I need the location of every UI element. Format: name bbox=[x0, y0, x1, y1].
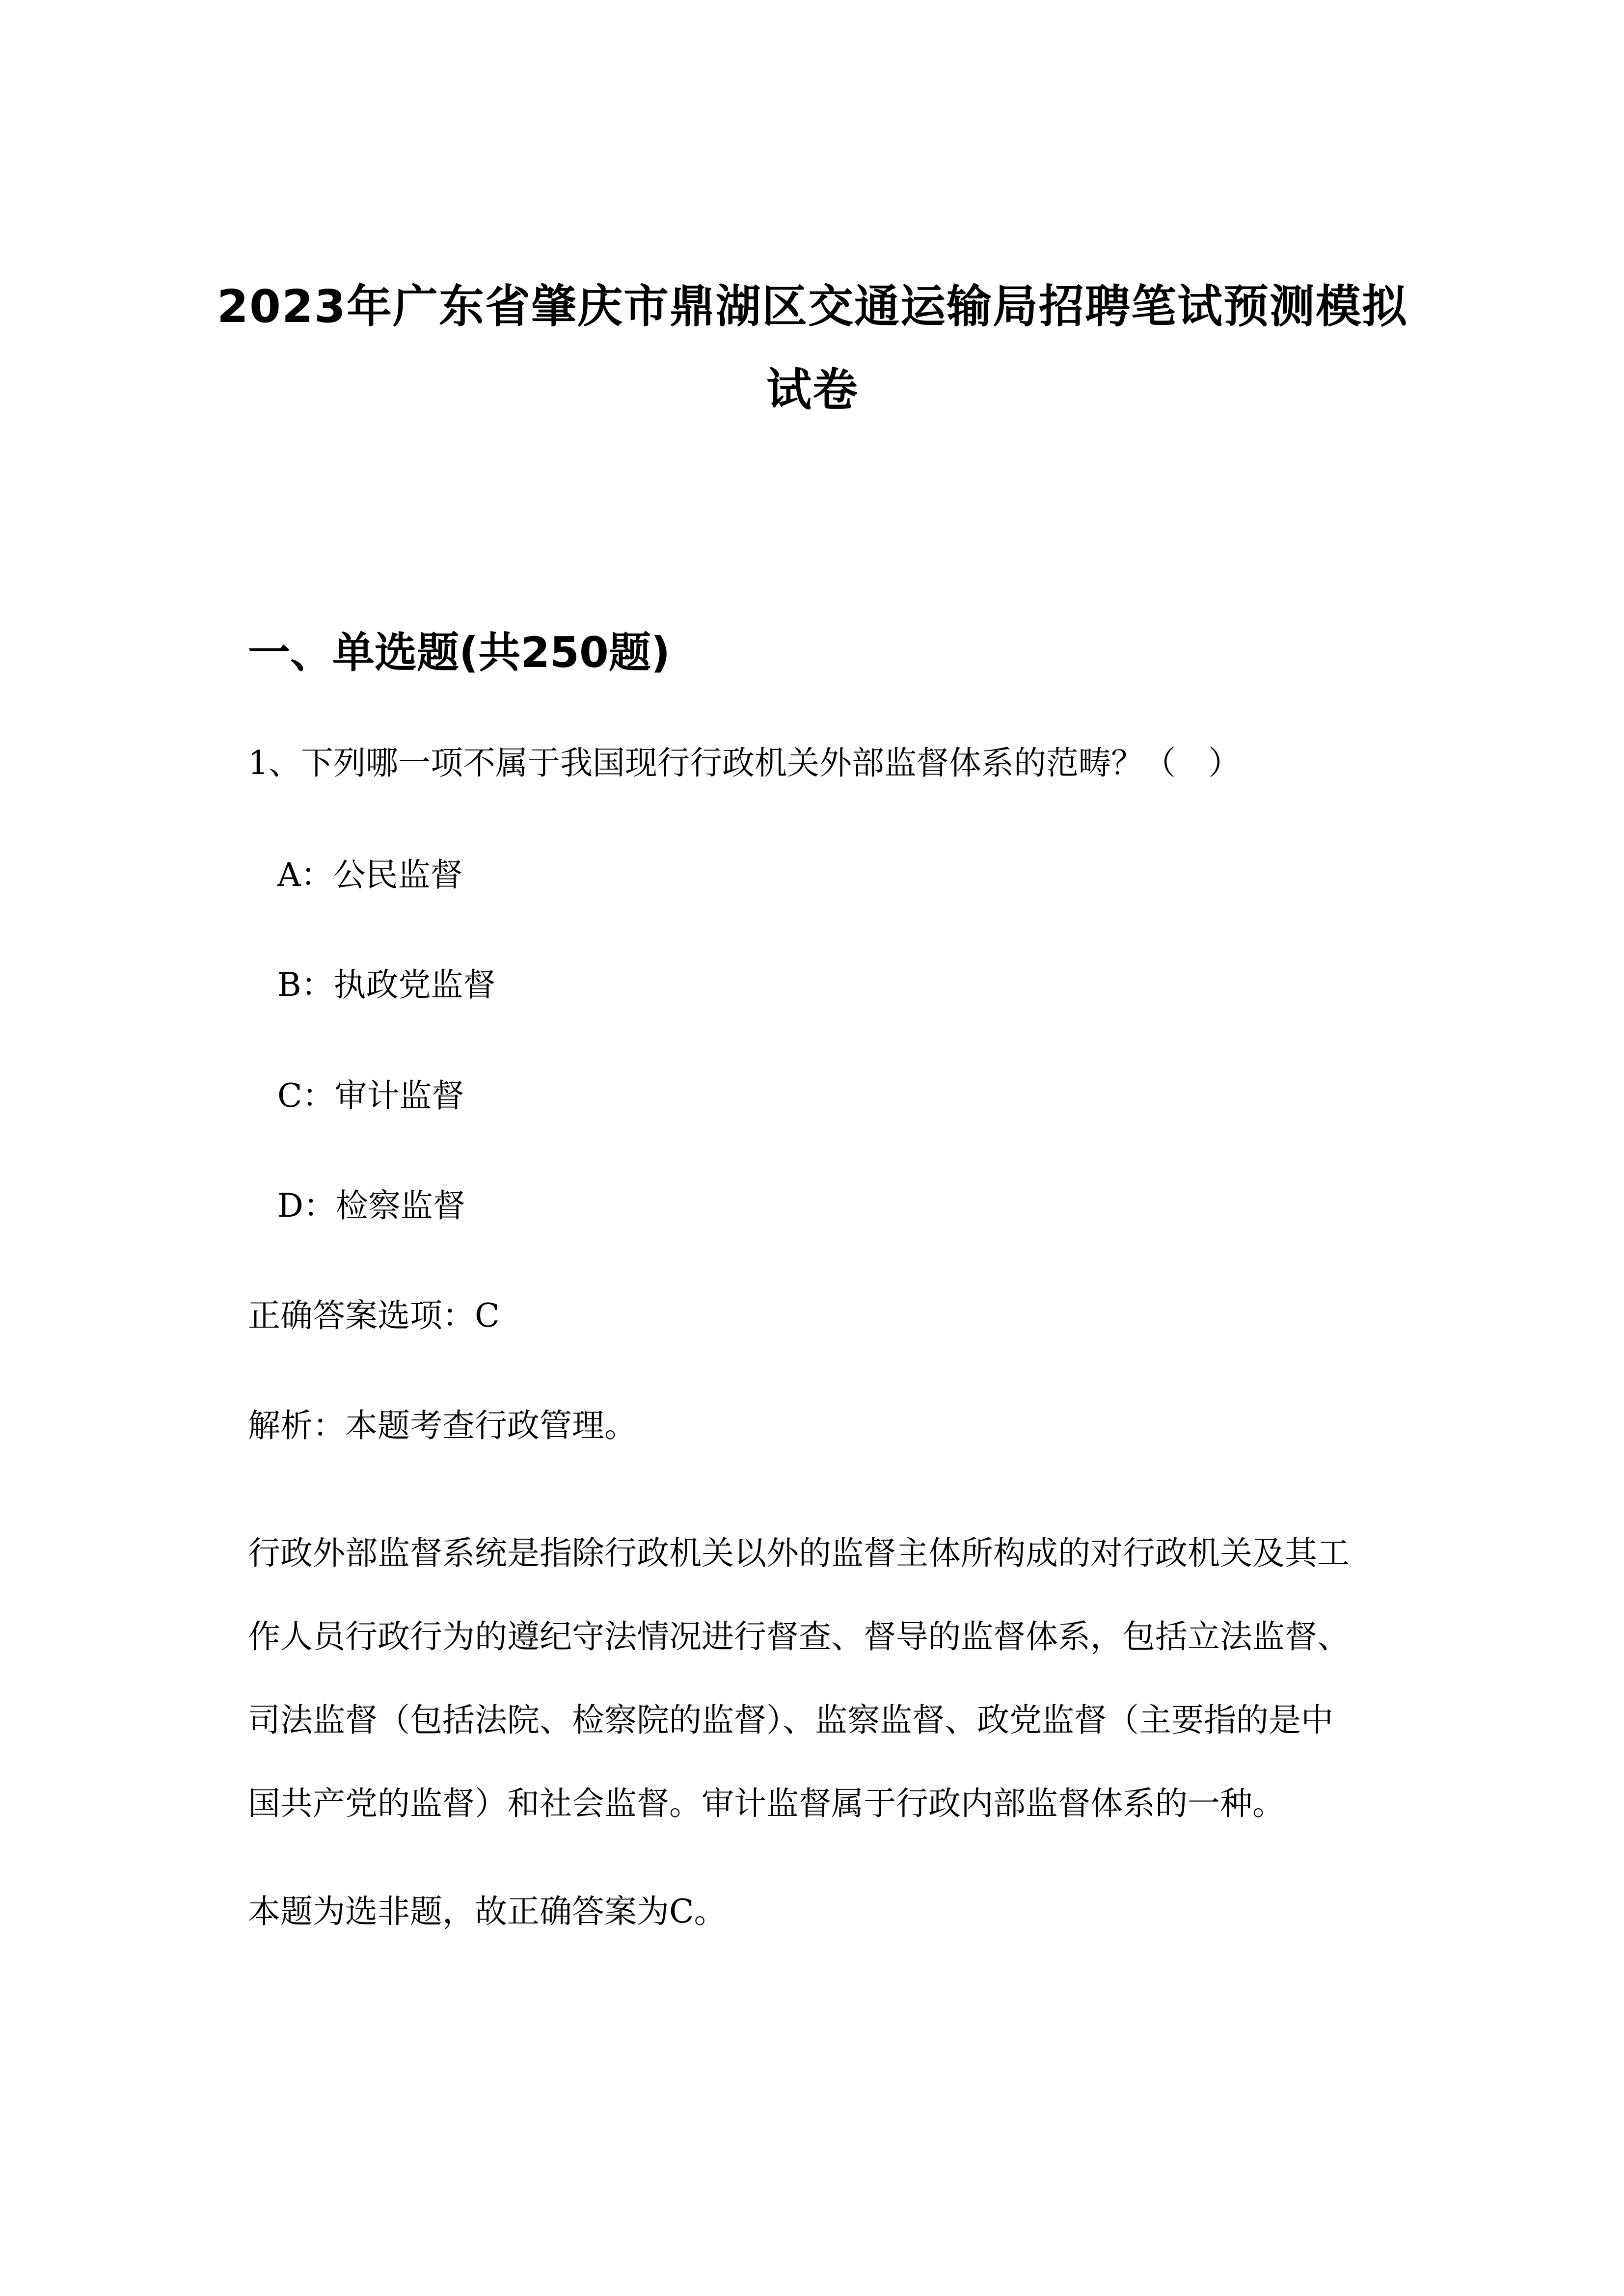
option-b: B：执政党监督 bbox=[277, 966, 496, 1004]
section-heading: 一、单选题(共250题) bbox=[248, 628, 671, 677]
title-line-1: 2023年广东省肇庆市鼎湖区交通运输局招聘笔试预测模拟 bbox=[217, 280, 1408, 333]
analysis-line: 行政外部监督系统是指除行政机关以外的监督主体所构成的对行政机关及其工 bbox=[248, 1534, 1350, 1572]
analysis-line: 国共产党的监督）和社会监督。审计监督属于行政内部监督体系的一种。 bbox=[248, 1785, 1285, 1822]
correct-answer: 正确答案选项：C bbox=[248, 1297, 500, 1335]
analysis-heading: 解析：本题考查行政管理。 bbox=[248, 1407, 637, 1444]
title-line-2: 试卷 bbox=[766, 364, 859, 416]
analysis-line: 作人员行政行为的遵纪守法情况进行督查、督导的监督体系，包括立法监督、 bbox=[248, 1618, 1350, 1655]
analysis-paragraph bbox=[248, 1512, 1377, 1845]
option-c: C：审计监督 bbox=[277, 1077, 464, 1115]
document-title bbox=[206, 265, 1419, 432]
conclusion: 本题为选非题，故正确答案为C。 bbox=[248, 1893, 727, 1930]
option-a: A：公民监督 bbox=[277, 856, 463, 894]
option-d: D：检察监督 bbox=[277, 1187, 465, 1225]
question-stem: 1、下列哪一项不属于我国现行行政机关外部监督体系的范畴？（ ） bbox=[248, 744, 1241, 782]
analysis-line: 司法监督（包括法院、检察院的监督）、监察监督、政党监督（主要指的是中 bbox=[248, 1701, 1333, 1739]
